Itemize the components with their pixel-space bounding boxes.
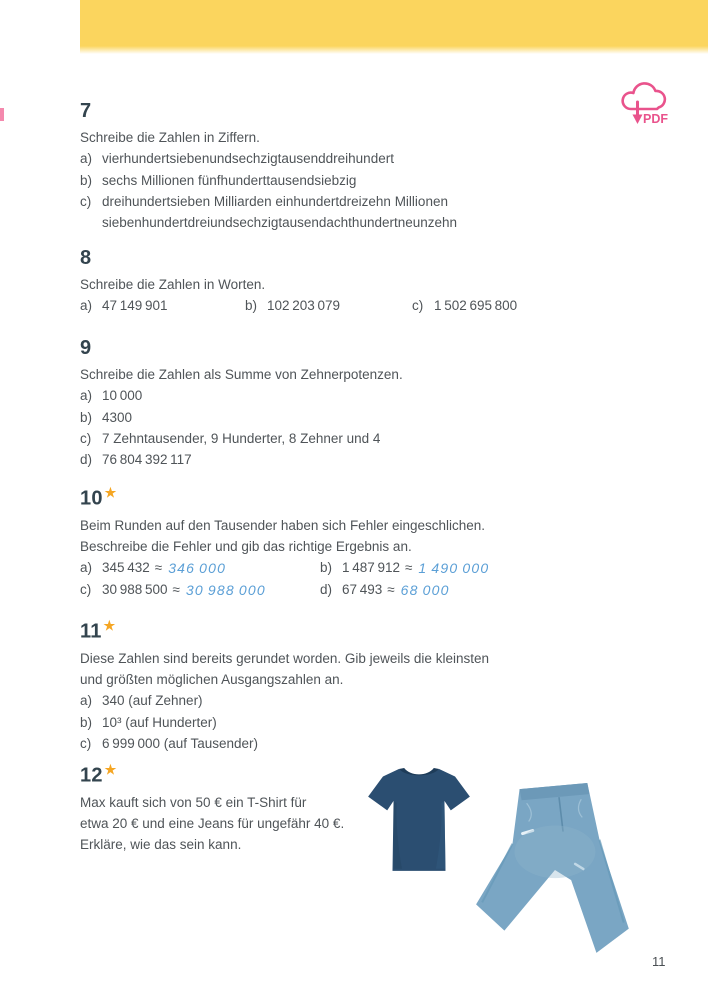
page-number: 11 bbox=[652, 954, 666, 969]
item-text: 7 Zehntausender, 9 Hunderter, 8 Zehner und 4 bbox=[102, 430, 381, 446]
exercise-10-intro-line2: Beschreibe die Fehler und gib das richtige Ergebnis an. bbox=[80, 538, 412, 554]
list-item bbox=[80, 191, 645, 212]
exercise-11-intro-line1: Diese Zahlen sind bereits gerundet worden. Gib jeweils die kleinsten bbox=[80, 650, 489, 666]
item-label: a) bbox=[80, 560, 93, 576]
item-label: a) bbox=[80, 693, 93, 709]
exercise-7-number: 7 bbox=[80, 100, 92, 122]
exercise-7-intro: Schreibe die Zahlen in Ziffern. bbox=[80, 130, 260, 145]
list-item bbox=[320, 557, 489, 579]
item-text: 340 (auf Zehner) bbox=[102, 693, 203, 709]
exercise-number-text: 10 bbox=[80, 487, 103, 510]
exercise-11-intro-line2: und größten möglichen Ausgangszahlen an. bbox=[80, 671, 344, 687]
list-item bbox=[80, 712, 645, 733]
list-item bbox=[320, 579, 450, 601]
exercise-8-number: 8 bbox=[80, 247, 92, 269]
exercise-10-intro-line1: Beim Runden auf den Tausender haben sich Fehler eingeschlichen. bbox=[80, 517, 486, 533]
list-item-continuation bbox=[80, 212, 645, 233]
exercise-10 bbox=[80, 481, 645, 601]
item-label: b) bbox=[80, 172, 93, 188]
item-text: 4300 bbox=[102, 409, 133, 425]
handwritten-answer: 1 490 000 bbox=[418, 560, 490, 577]
item-text: sechs Millionen fünfhunderttausendsiebzig bbox=[102, 172, 357, 188]
handwritten-answer: 346 000 bbox=[168, 560, 227, 577]
list-item bbox=[80, 385, 645, 406]
jeans-image bbox=[474, 781, 642, 959]
list-item bbox=[80, 557, 320, 579]
item-label: a) bbox=[80, 298, 93, 314]
given-number: 1 487 912 bbox=[342, 560, 400, 576]
yellow-header-band bbox=[80, 0, 708, 54]
item-label: b) bbox=[320, 560, 333, 576]
handwritten-answer: 30 988 000 bbox=[185, 582, 266, 599]
indent-spacer bbox=[80, 212, 102, 233]
item-label: c) bbox=[412, 298, 424, 314]
item-label: c) bbox=[80, 193, 92, 209]
list-item bbox=[245, 295, 412, 316]
item-text: 102 203 079 bbox=[267, 298, 340, 314]
pink-edge-marker bbox=[0, 108, 4, 121]
item-text: 10³ (auf Hunderter) bbox=[102, 714, 217, 730]
star-icon: ★ bbox=[104, 762, 117, 777]
list-item bbox=[80, 170, 645, 191]
item-label: b) bbox=[80, 714, 93, 730]
two-column-row bbox=[80, 557, 645, 579]
approx-symbol: ≈ bbox=[154, 560, 163, 576]
item-label: c) bbox=[80, 735, 92, 751]
two-column-row bbox=[80, 579, 645, 601]
list-item bbox=[412, 295, 517, 316]
item-text: 6 999 000 (auf Tausender) bbox=[102, 735, 259, 751]
given-number: 30 988 500 bbox=[102, 582, 168, 598]
item-label: a) bbox=[80, 151, 93, 167]
list-item bbox=[80, 428, 645, 449]
list-item bbox=[80, 690, 645, 711]
exercise-11 bbox=[80, 614, 645, 754]
item-label: c) bbox=[80, 582, 92, 598]
exercise-9 bbox=[80, 336, 645, 470]
exercise-9-intro: Schreibe die Zahlen als Summe von Zehnerpotenzen. bbox=[80, 367, 403, 382]
list-item bbox=[80, 407, 645, 428]
item-text: dreihundertsieben Milliarden einhundertdreizehn Millionen bbox=[102, 193, 448, 209]
pdf-icon-label: PDF bbox=[643, 112, 668, 126]
item-label: d) bbox=[320, 582, 333, 598]
approx-symbol: ≈ bbox=[387, 582, 395, 598]
list-item bbox=[80, 733, 645, 754]
exercise-11-number bbox=[80, 614, 645, 644]
star-icon: ★ bbox=[103, 618, 116, 633]
item-label: a) bbox=[80, 388, 93, 404]
exercise-12-text-line3: Erkläre, wie das sein kann. bbox=[80, 837, 242, 853]
approx-symbol: ≈ bbox=[172, 582, 180, 598]
item-text: vierhundertsiebenundsechzigtausenddreihundert bbox=[102, 151, 394, 167]
list-item bbox=[80, 148, 645, 169]
exercise-9-number: 9 bbox=[80, 337, 92, 359]
list-item bbox=[80, 579, 320, 601]
handwritten-answer: 68 000 bbox=[400, 582, 450, 599]
item-label: c) bbox=[80, 430, 92, 446]
given-number: 345 432 bbox=[102, 560, 150, 576]
exercise-number-text: 11 bbox=[80, 620, 102, 643]
exercise-12-text-line2: etwa 20 € und eine Jeans für ungefähr 40 €. bbox=[80, 815, 345, 831]
list-item bbox=[80, 449, 645, 470]
exercise-8-intro: Schreibe die Zahlen in Worten. bbox=[80, 277, 266, 292]
exercise-12-text-line1: Max kauft sich von 50 € ein T-Shirt für bbox=[80, 794, 307, 810]
exercise-8 bbox=[80, 246, 645, 317]
item-text: 10 000 bbox=[102, 388, 143, 404]
item-label: b) bbox=[80, 409, 93, 425]
item-text: 1 502 695 800 bbox=[434, 298, 518, 314]
exercise-7 bbox=[80, 99, 645, 233]
item-label: d) bbox=[80, 452, 93, 468]
item-label: b) bbox=[245, 298, 258, 314]
given-number: 67 493 bbox=[342, 582, 383, 598]
three-column-row bbox=[80, 295, 645, 316]
item-text: 47 149 901 bbox=[102, 298, 168, 314]
item-text: 76 804 392 117 bbox=[102, 452, 192, 468]
list-item bbox=[80, 295, 245, 316]
tshirt-image bbox=[366, 762, 472, 880]
exercise-10-number bbox=[80, 481, 645, 511]
approx-symbol: ≈ bbox=[404, 560, 413, 576]
star-icon: ★ bbox=[104, 485, 117, 500]
exercise-number-text: 12 bbox=[80, 764, 103, 787]
item-text: siebenhundertdreiundsechzigtausendachthundertneunzehn bbox=[102, 215, 458, 231]
